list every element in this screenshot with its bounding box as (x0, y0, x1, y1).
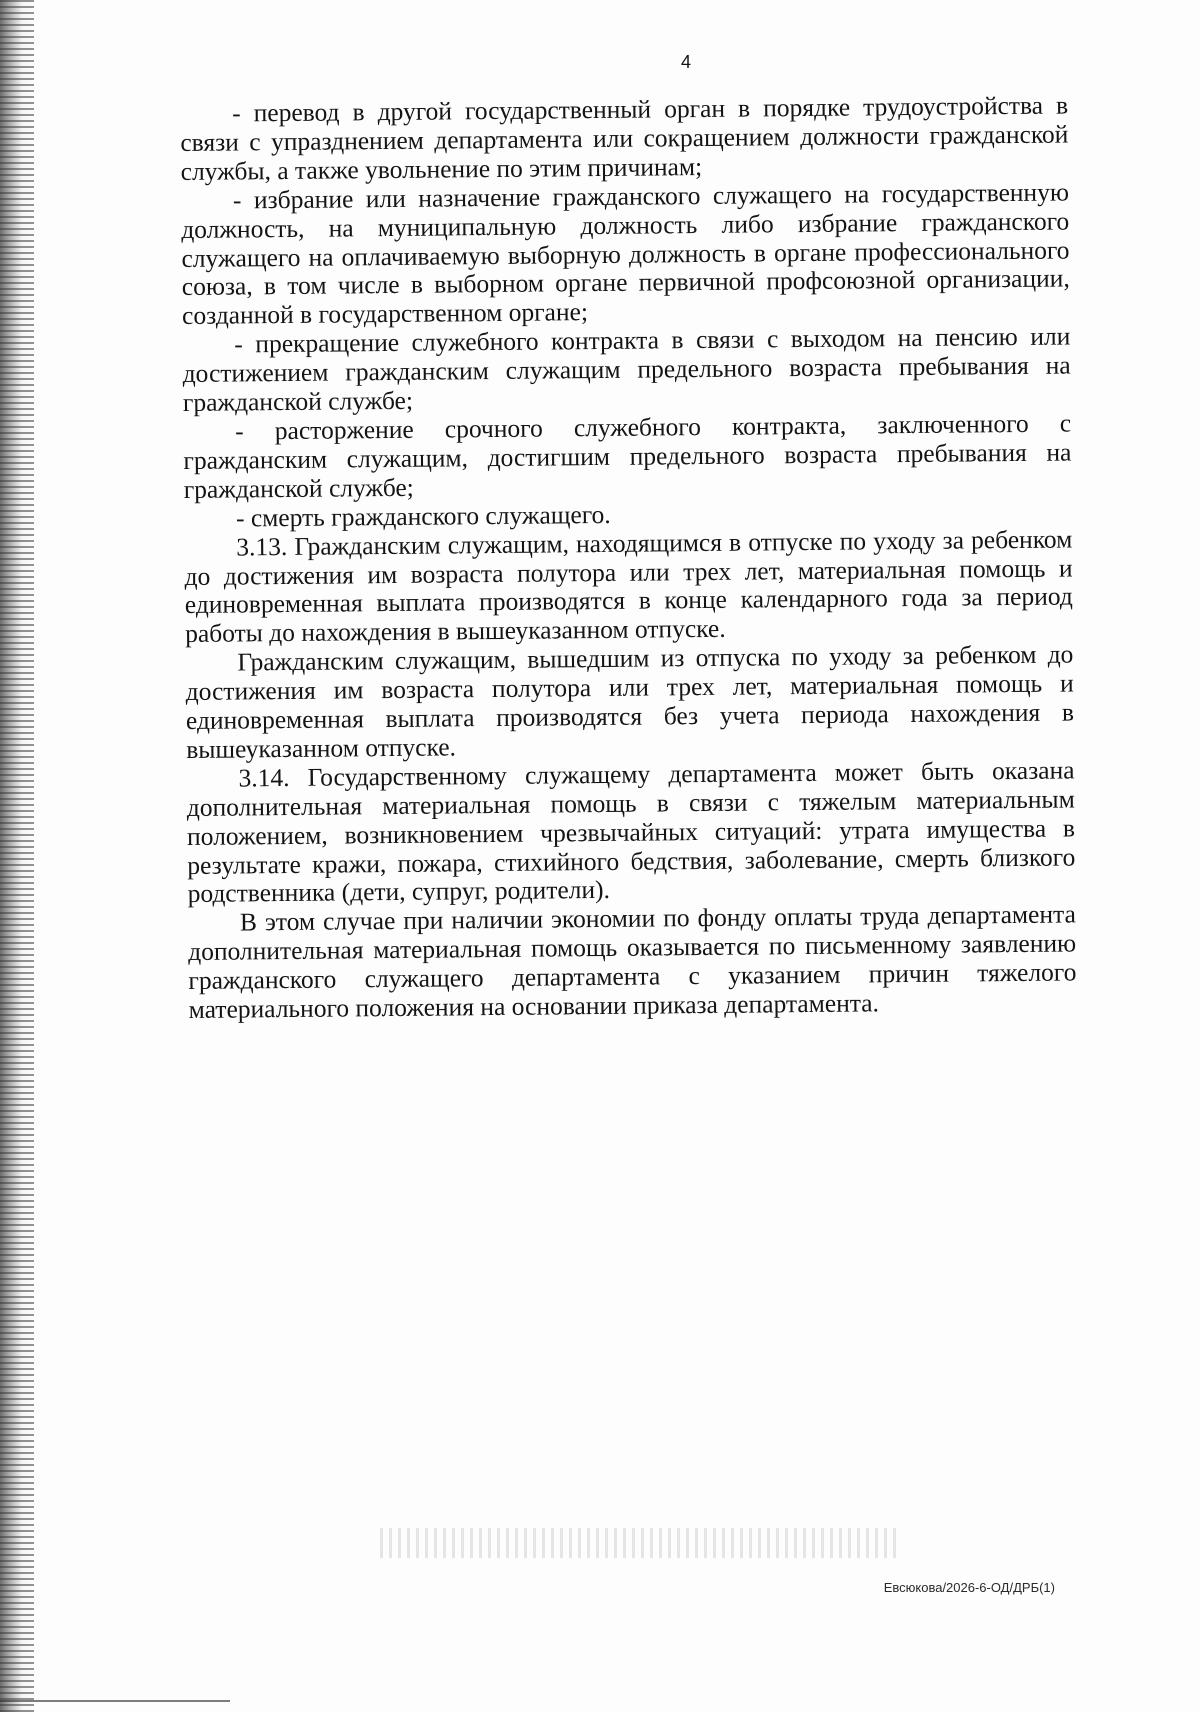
paragraph-economy: В этом случае при наличии экономии по фонду оплаты труда департамента дополнительная материальная помощь оказывается по письменному заявлению гражданского служащего департамента с указанием причин тяжелого материального положения на основании приказа департамента. (188, 899, 1077, 1025)
paragraph-death: - смерть гражданского служащего. (235, 499, 611, 533)
paragraph-contract-termination: - расторжение срочного служебного контракта, заключенного с гражданским служащим, достигшим предельного возраста пребывания на гражданской службе; (183, 408, 1072, 504)
paragraph-3-13: 3.13. Гражданским служащим, находящимся в отпуске по уходу за ребенком до достижения им возраста полутора или трех лет, материальная помощь и единовременная выплата производятся в конце календарного года за период работы до нахождения в вышеуказанном отпуске. (184, 524, 1073, 649)
scan-edge-artifact (0, 0, 34, 1712)
footer-reference: Евсюкова/2026-6-ОД/ДРБ(1) (883, 1580, 1055, 1595)
paragraph-election: - избрание или назначение гражданского служащего на государственную должность, на муниципальную должность либо избрание гражданского служащего на оплачиваемую выборную должность в органе профессионального союза, в том числе в выборном органе первичной профсоюзной организации, созданной в государственном органе; (181, 177, 1070, 331)
paragraph-transfer: - перевод в другой государственный орган в порядке трудоустройства в связи с упразднением департамента или сокращением должности гражданской службы, а также увольнение по этим причинам; (180, 90, 1069, 186)
paragraph-3-14: 3.14. Государственному служащему департамента может быть оказана дополнительная материальная помощь в связи с тяжелым материальным положением, возникновением чрезвычайных ситуаций: утрата имущества в результате кражи, пожара, стихийного бедствия, заболевание, смерть близкого родственника (дети, супруг, родители). (186, 755, 1076, 909)
page-number: 4 (680, 52, 691, 72)
paragraph-after-leave: Гражданским служащим, вышедшим из отпуска по уходу за ребенком до достижения им возраста полутора или трех лет, материальная помощь и единовременная выплата производятся без учета периода нахождения в вышеуказанном отпуске. (185, 639, 1075, 764)
paragraph-retirement: - прекращение служебного контракта в связи с выходом на пенсию или достижением гражданским служащим предельного возраста пребывания на гражданской службе; (182, 321, 1071, 418)
scan-bottom-line (0, 1700, 230, 1702)
scan-noise (380, 1528, 900, 1558)
document-body (180, 91, 1077, 1024)
